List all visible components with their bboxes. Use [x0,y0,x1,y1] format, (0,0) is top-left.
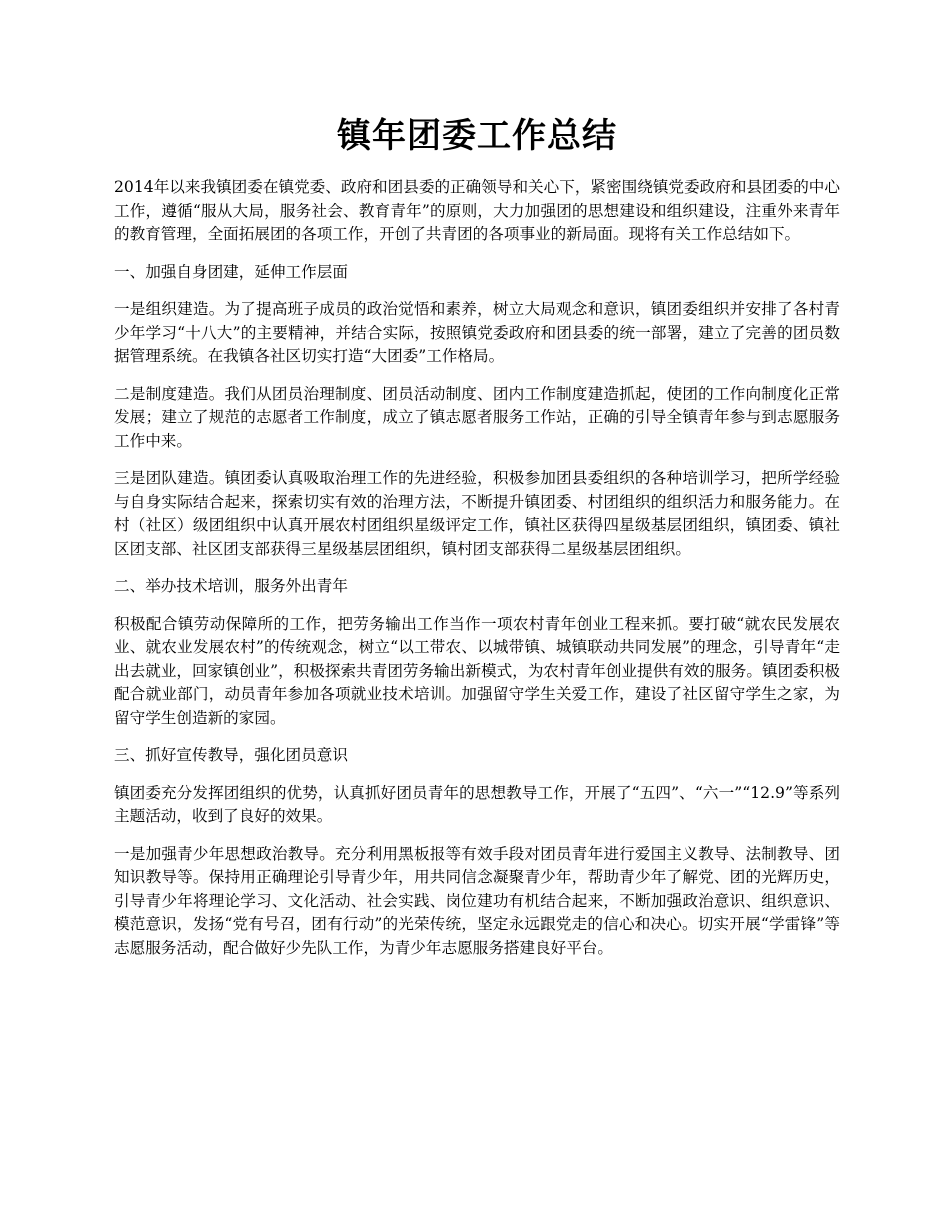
document-title: 镇年团委工作总结 [337,116,617,156]
section-heading-3: 三、抓好宣传教导，强化团员意识 [114,746,348,764]
paragraph-training: 积极配合镇劳动保障所的工作，把劳务输出工作当作一项农村青年创业工程来抓。要打破“就农民发展农业、就农业发展农村”的传统观念，树立“以工带农、以城带镇、城镇联动共同发展”的理念，引导青年“走出去就业，回家镇创业”，积极探索共青团劳务输出新模式，为农村青年创业提供有效的服务。镇团委积极配合就业部门，动员青年参加各项就业技术培训。加强留守学生关爱工作，建设了社区留守学生之家，为留守学生创造新的家园。 [114,614,840,727]
paragraph-intro: 2014年以来我镇团委在镇党委、政府和团县委的正确领导和关心下，紧密围绕镇党委政府和县团委的中心工作，遵循“服从大局，服务社会、教育青年”的原则，大力加强团的思想建设和组织建设，注重外来青年的教育管理，全面拓展团的各项工作，开创了共青团的各项事业的新局面。现将有关工作总结如下。 [114,178,840,243]
document-page [114,112,840,974]
section-heading-2: 二、举办技术培训，服务外出青年 [114,577,348,595]
paragraph-organization: 一是组织建造。为了提高班子成员的政治觉悟和素养，树立大局观念和意识，镇团委组织并安排了各村青少年学习“十八大”的主要精神，并结合实际，按照镇党委政府和团县委的统一部署，建立了完善的团员数据管理系统。在我镇各社区切实打造“大团委”工作格局。 [114,300,840,365]
paragraph-system: 二是制度建造。我们从团员治理制度、团员活动制度、团内工作制度建造抓起，使团的工作向制度化正常发展；建立了规范的志愿者工作制度，成立了镇志愿者服务工作站，正确的引导全镇青年参与到志愿服务工作中来。 [114,384,840,450]
paragraph-publicity: 镇团委充分发挥团组织的优势，认真抓好团员青年的思想教导工作，开展了“五四”、“六一”“12.9”等系列主题活动，收到了良好的效果。 [114,783,840,825]
section-heading-1: 一、加强自身团建，延伸工作层面 [114,262,348,281]
paragraph-education: 一是加强青少年思想政治教导。充分利用黑板报等有效手段对团员青年进行爱国主义教导、法制教导、团知识教导等。保持用正确理论引导青少年，用共同信念凝聚青少年，帮助青少年了解党、团的光辉历史，引导青少年将理论学习、文化活动、社会实践、岗位建功有机结合起来，不断加强政治意识、组织意识、模范意识，发扬“党有号召，团有行动”的光荣传统，坚定永远跟党走的信心和决心。切实开展“学雷锋”等志愿服务活动，配合做好少先队工作，为青少年志愿服务搭建良好平台。 [114,844,840,957]
paragraph-team: 三是团队建造。镇团委认真吸取治理工作的先进经验，积极参加团县委组织的各种培训学习，把所学经验与自身实际结合起来，探索切实有效的治理方法，不断提升镇团委、村团组织的组织活力和服务能力。在村（社区）级团组织中认真开展农村团组织星级评定工作，镇社区获得四星级基层团组织，镇团委、镇社区团支部、社区团支部获得三星级基层团组织，镇村团支部获得二星级基层团组织。 [114,469,840,558]
